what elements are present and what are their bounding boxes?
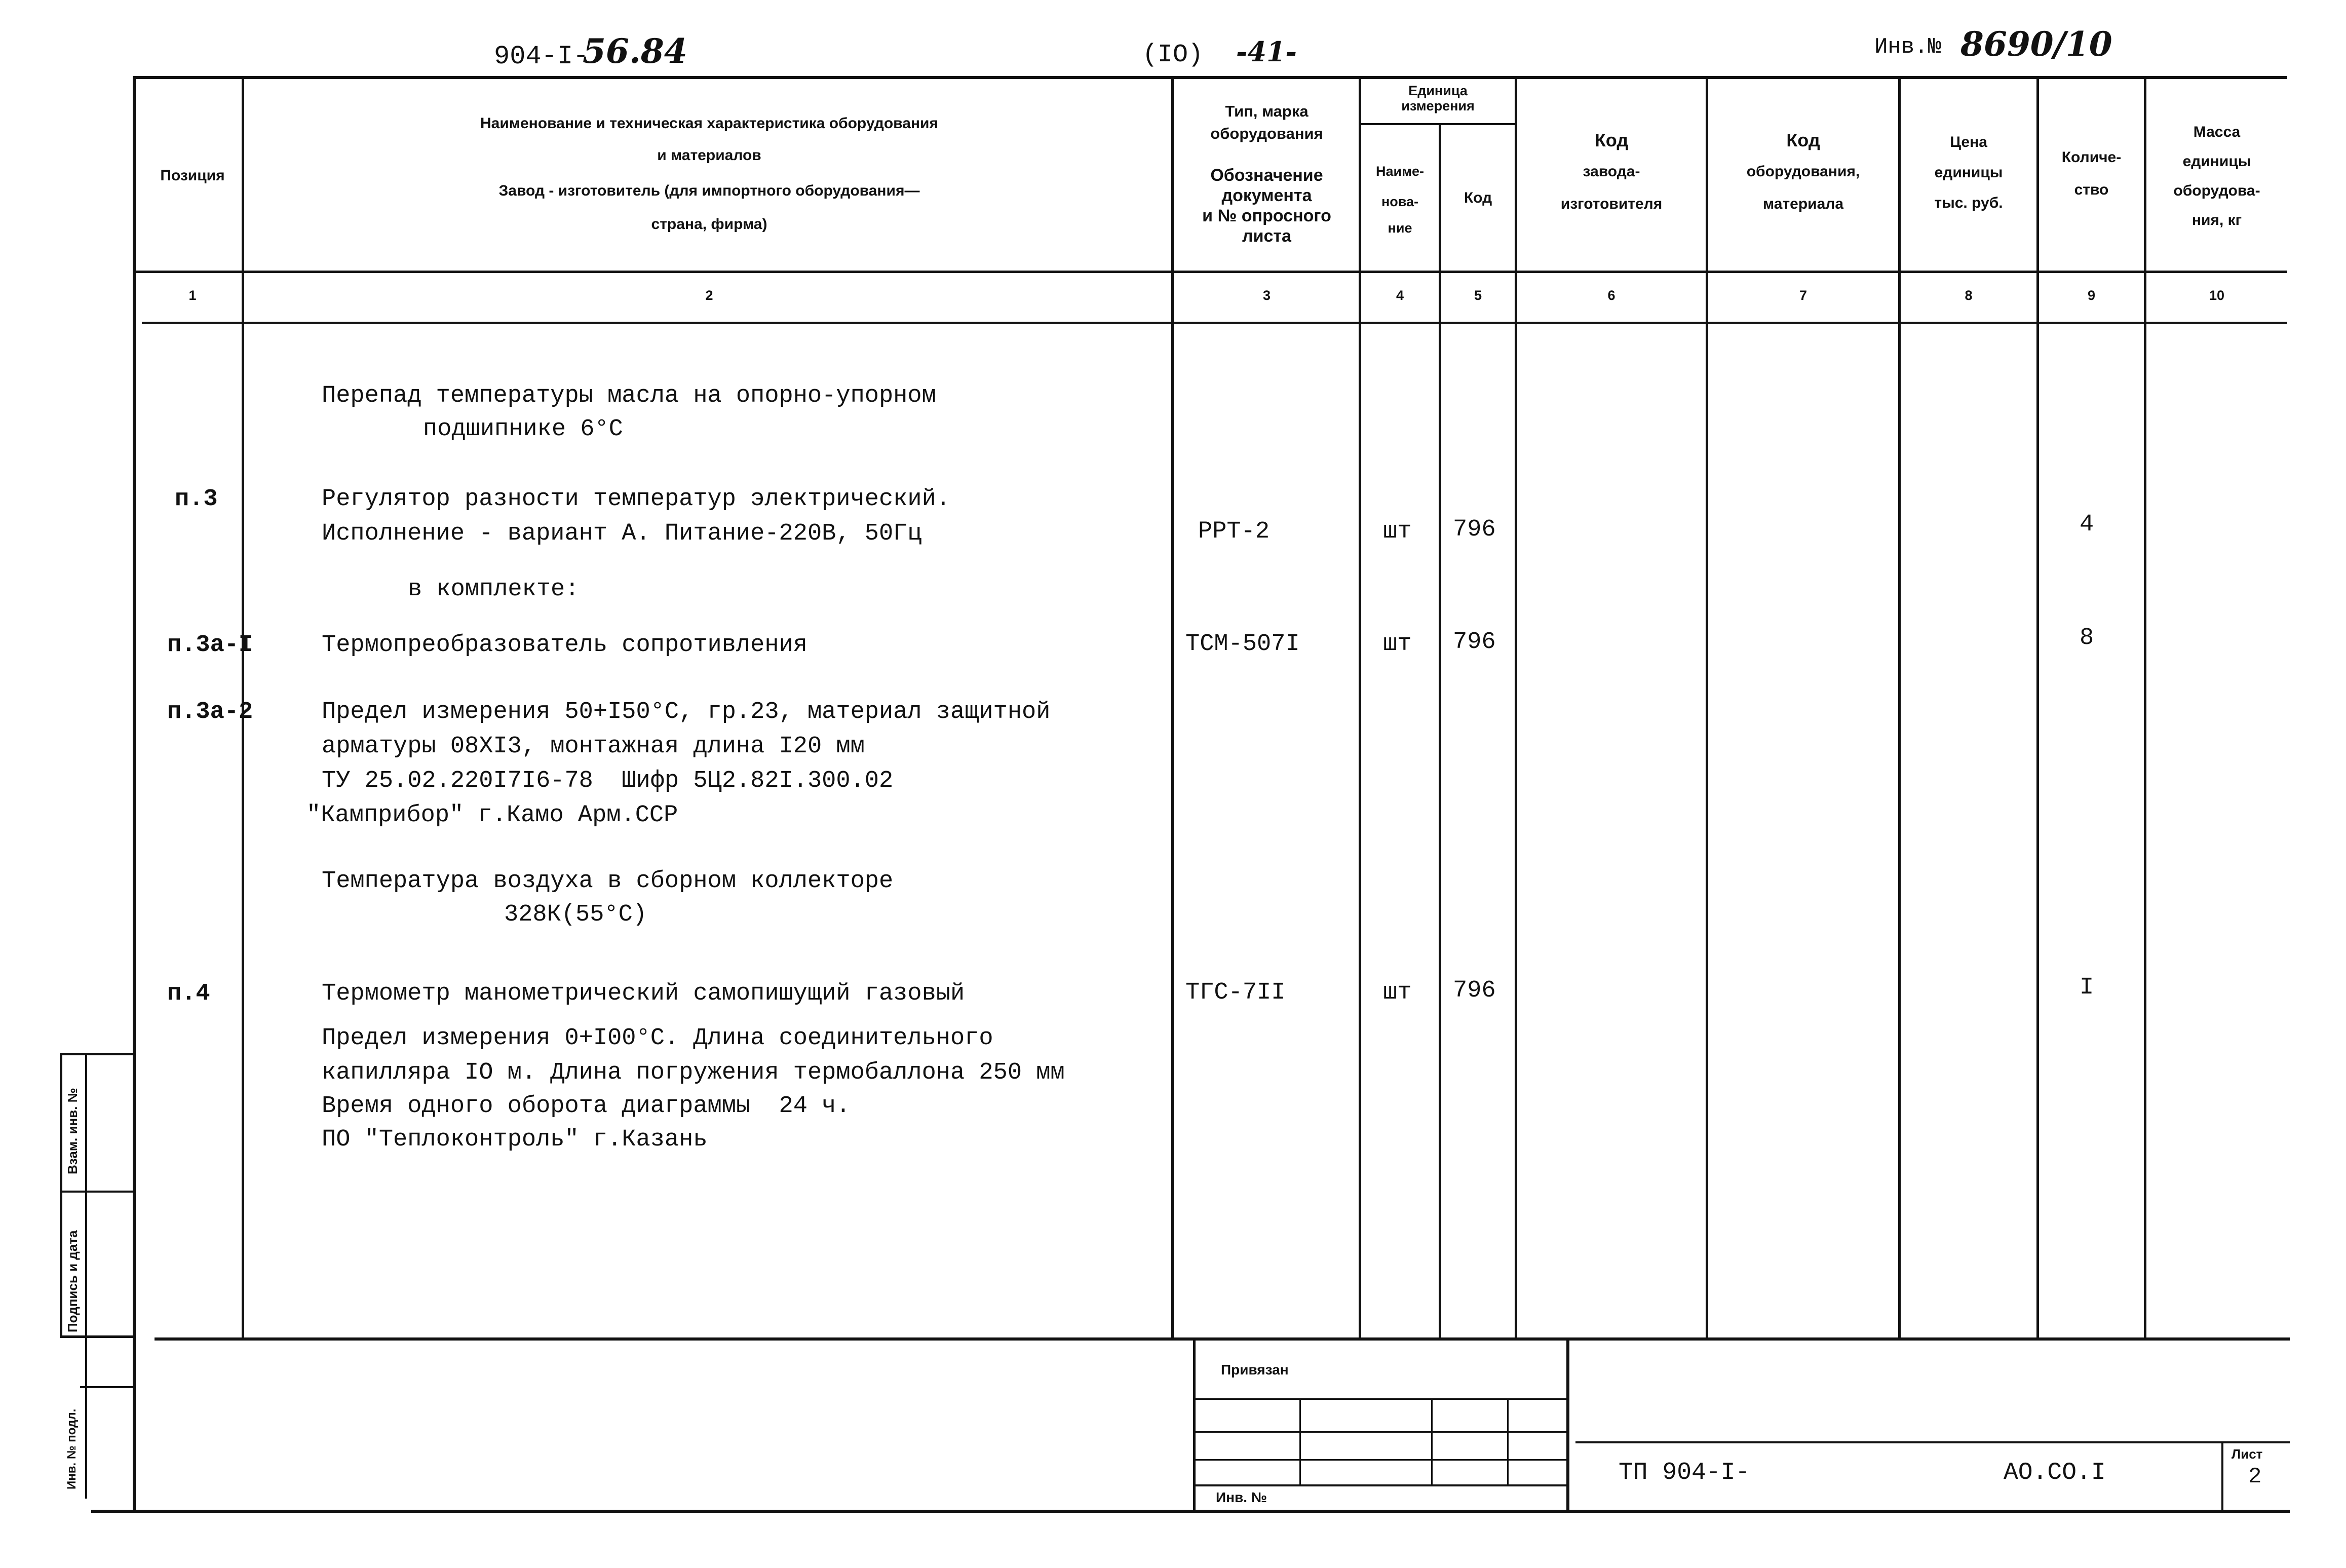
body-line: Регулятор разности температур электрический.	[322, 486, 951, 513]
header-mass-line3: оборудова-	[2173, 182, 2260, 199]
quantity-cell: 8	[2080, 625, 2094, 652]
header-equipment-code-line3: материала	[1762, 196, 1844, 212]
header-unit-group-line2: измерения	[1401, 98, 1475, 113]
header-doc-line1: Обозначение	[1210, 166, 1323, 185]
column-divider	[1706, 76, 1708, 1340]
header-equipment-code-line2: оборудования,	[1746, 163, 1860, 180]
side-stamp-divider	[60, 1191, 136, 1193]
title-block-line	[1575, 1441, 2290, 1443]
column-number: 2	[705, 288, 713, 303]
unit-cell: шт	[1383, 631, 1412, 658]
unit-group-divider	[1360, 123, 1517, 125]
stamp-label-privyazan: Привязан	[1221, 1362, 1289, 1378]
quantity-cell: I	[2080, 974, 2094, 1001]
doc-code-printed: 904-I-	[494, 42, 589, 71]
table-bottom-border	[155, 1337, 2290, 1341]
position-cell: п.4	[167, 980, 210, 1007]
stamp-row-line	[1196, 1398, 1566, 1400]
number-row-bottom-border	[142, 322, 2287, 324]
body-line: Предел измерения 0+I00°С. Длина соединительного	[322, 1025, 993, 1052]
stamp-row-line	[1196, 1431, 1566, 1433]
header-name-line3: Завод - изготовитель (для импортного оборудования—	[498, 182, 920, 199]
stamp-col-line	[1299, 1398, 1301, 1485]
side-label-signature-date: Подпись и дата	[65, 1230, 80, 1332]
header-position: Позиция	[160, 167, 225, 184]
quantity-cell: 4	[2080, 511, 2094, 538]
column-number: 8	[1965, 288, 1973, 303]
position-cell: п.3	[175, 486, 218, 513]
type-cell: ТСМ-507I	[1185, 631, 1300, 658]
header-doc-line2: документа	[1221, 186, 1312, 205]
body-line: в комплекте:	[408, 576, 580, 603]
body-line: Температура воздуха в сборном коллекторе	[322, 868, 894, 895]
side-stamp-border	[60, 1053, 62, 1336]
header-factory-code-line3: изготовителя	[1560, 196, 1663, 212]
column-divider	[1439, 124, 1441, 1340]
document-code: ТП 904-I-	[1619, 1459, 1750, 1486]
header-equipment-code-line1: Код	[1786, 130, 1820, 150]
header-unit-code: Код	[1464, 189, 1492, 206]
side-stamp-divider	[60, 1053, 136, 1055]
body-line: ПО "Теплоконтроль" г.Казань	[322, 1126, 708, 1153]
body-line: 328К(55°С)	[504, 901, 647, 928]
code-cell: 796	[1453, 629, 1496, 656]
page-left-border	[133, 76, 136, 1512]
column-divider	[2036, 76, 2039, 1340]
column-divider	[1898, 76, 1901, 1340]
header-mass-line4: ния, кг	[2191, 212, 2242, 228]
body-line: "Камприбор" г.Камо Арм.ССР	[306, 802, 678, 829]
inventory-label: Инв.№	[1874, 34, 1942, 60]
column-number: 3	[1262, 288, 1271, 303]
stamp-col-line	[1431, 1398, 1433, 1485]
sheet-number-handwritten: -41-	[1236, 35, 1297, 68]
code-cell: 796	[1453, 977, 1496, 1004]
column-divider	[1171, 76, 1174, 1340]
header-quantity-line2: ство	[2074, 181, 2109, 198]
unit-cell: шт	[1383, 979, 1412, 1006]
table-top-border	[134, 76, 2287, 79]
stamp-border	[1566, 1337, 1569, 1512]
body-line: подшипнике 6°С	[423, 416, 623, 443]
side-label-replaced-inventory: Взам. инв. №	[65, 1088, 80, 1174]
column-number: 7	[1799, 288, 1807, 303]
header-price-line2: единицы	[1934, 164, 2003, 181]
side-stamp-border	[85, 1053, 87, 1499]
stamp-row-line	[1196, 1484, 1566, 1486]
sheet-number: 2	[2248, 1464, 2262, 1489]
sheet-number-printed: (IO)	[1142, 41, 1204, 69]
column-number: 6	[1607, 288, 1616, 303]
body-line: Предел измерения 50+I50°С, гр.23, материал защитной	[322, 699, 1051, 725]
column-number: 9	[2087, 288, 2096, 303]
header-mass-line1: Масса	[2193, 124, 2241, 140]
body-line: арматуры 08ХI3, монтажная длина I20 мм	[322, 733, 865, 760]
header-unit-name-line2: нова-	[1381, 194, 1419, 209]
column-number: 4	[1396, 288, 1404, 303]
side-label-original-inventory: Инв. № подл.	[65, 1408, 79, 1489]
header-type-line2: оборудования	[1210, 125, 1323, 142]
column-number: 1	[188, 288, 197, 303]
header-name-line4: страна, фирма)	[651, 216, 767, 233]
side-stamp-divider	[80, 1386, 136, 1388]
page-bottom-border	[91, 1510, 2290, 1513]
header-name-line2: и материалов	[657, 147, 761, 164]
type-cell: РРТ-2	[1198, 518, 1270, 545]
document-code-suffix: АО.СО.I	[2004, 1459, 2106, 1486]
header-type-line1: Тип, марка	[1225, 102, 1309, 120]
header-factory-code-line2: завода-	[1583, 163, 1640, 180]
body-line: Термопреобразователь сопротивления	[322, 632, 807, 659]
doc-code-handwritten: 56.84	[583, 31, 687, 71]
header-unit-group-line1: Единица	[1408, 83, 1468, 98]
header-unit-name-line3: ние	[1388, 220, 1412, 236]
header-unit-name-line1: Наиме-	[1375, 164, 1425, 179]
stamp-label-inventory: Инв. №	[1216, 1489, 1267, 1505]
header-doc-line3: и № опросного	[1202, 206, 1331, 225]
header-doc-line4: листа	[1242, 226, 1291, 246]
type-cell: ТГС-7II	[1185, 979, 1286, 1006]
column-divider	[1359, 76, 1361, 1340]
position-cell: п.3а-I	[167, 632, 253, 659]
column-divider	[1515, 76, 1517, 1340]
title-block-line	[2221, 1443, 2223, 1511]
header-mass-line2: единицы	[2182, 153, 2251, 170]
header-factory-code-line1: Код	[1594, 130, 1629, 150]
column-number: 10	[2209, 288, 2225, 303]
unit-cell: шт	[1383, 518, 1412, 545]
body-line: капилляра IO м. Длина погружения термобаллона 250 мм	[322, 1059, 1065, 1086]
header-price-line1: Цена	[1950, 134, 1987, 150]
body-line: Перепад температуры масла на опорно-упорном	[322, 383, 936, 409]
inventory-number-handwritten: 8690/10	[1960, 24, 2112, 64]
body-line: ТУ 25.02.220I7I6-78 Шифр 5Ц2.82I.300.02	[322, 768, 894, 794]
header-price-line3: тыс. руб.	[1934, 195, 2003, 211]
sheet-label: Лист	[2232, 1446, 2263, 1462]
body-line: Исполнение - вариант А. Питание-220В, 50Гц	[322, 520, 922, 547]
body-line: Термометр манометрический самопишущий газовый	[322, 980, 965, 1007]
side-stamp-divider	[60, 1335, 136, 1338]
stamp-col-line	[1507, 1398, 1509, 1485]
column-number: 5	[1474, 288, 1482, 303]
body-line: Время одного оборота диаграммы 24 ч.	[322, 1093, 851, 1120]
header-name-line1: Наименование и техническая характеристика оборудования	[480, 115, 938, 132]
stamp-row-line	[1196, 1459, 1566, 1461]
position-cell: п.3а-2	[167, 699, 253, 725]
column-divider	[2144, 76, 2146, 1340]
header-quantity-line1: Количе-	[2061, 149, 2122, 166]
code-cell: 796	[1453, 516, 1496, 543]
header-bottom-border	[134, 271, 2287, 273]
